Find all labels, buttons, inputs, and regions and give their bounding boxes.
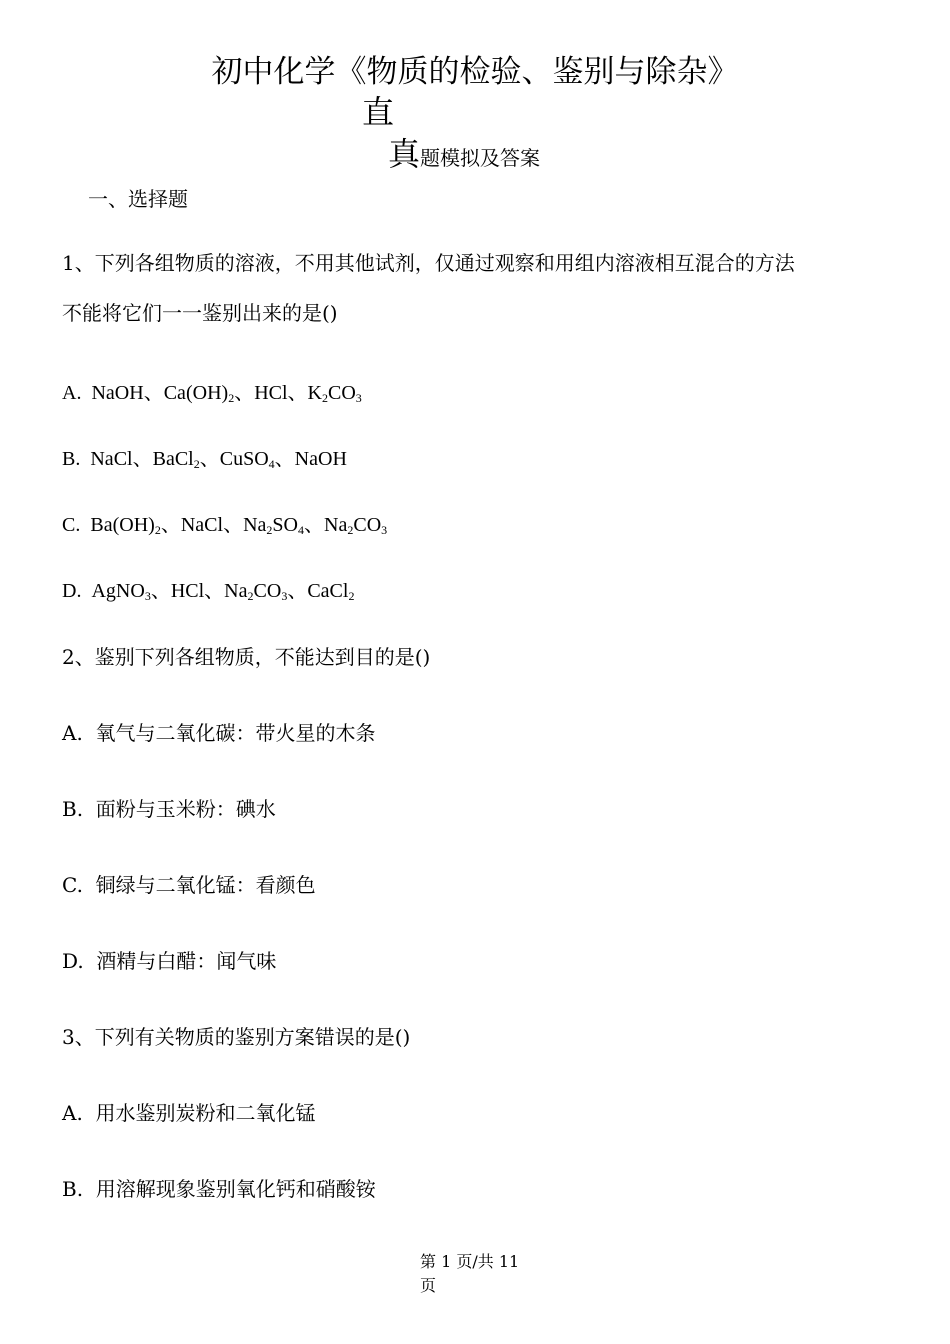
question-1-option-c	[62, 510, 387, 540]
subtitle-text: 题模拟及答案	[420, 146, 541, 170]
subtitle-large-char: 真	[388, 135, 421, 173]
page-number-line2: 页	[420, 1276, 437, 1295]
option-text: 酒精与白醋：闻气味	[96, 949, 277, 973]
option-label: D.	[62, 580, 82, 602]
section-heading: 一、选择题	[88, 187, 188, 211]
option-label: D.	[62, 949, 84, 973]
option-text: 氧气与二氧化碳：带火星的木条	[95, 721, 376, 745]
option-label: A.	[62, 382, 82, 404]
page-number	[420, 1250, 530, 1298]
question-1-option-d	[62, 576, 354, 606]
option-label: B.	[62, 448, 81, 470]
question-1-text-cont: 不能将它们一一鉴别出来的是()	[62, 301, 338, 325]
question-3-option-a	[62, 1098, 316, 1128]
option-label: B.	[62, 797, 84, 821]
option-label: C.	[62, 873, 83, 897]
option-label: B.	[62, 1177, 84, 1201]
question-1-text: 1、下列各组物质的溶液，不用其他试剂，仅通过观察和用组内溶液相互混合的方法	[62, 251, 795, 275]
option-label: A.	[62, 1101, 83, 1125]
question-3-text: 3、下列有关物质的鉴别方案错误的是()	[62, 1025, 411, 1049]
question-2-option-c	[62, 870, 316, 900]
option-text: 面粉与玉米粉：碘水	[95, 797, 276, 821]
option-label: A.	[62, 721, 83, 745]
option-formula: NaCl、BaCl$_2$、CuSO$_4$、NaOH	[90, 448, 347, 471]
page-number-line1: 第 1 页/共 11	[420, 1252, 520, 1271]
question-2-option-a	[62, 718, 376, 748]
option-formula: $Ba(OH)_2$、NaCl、$Na_2SO_4$、$Na_2CO_3$	[90, 514, 388, 537]
question-3-option-b	[62, 1174, 376, 1204]
page-title: 初中化学《物质的检验、鉴别与除杂》	[211, 54, 739, 90]
question-2-option-d	[62, 946, 276, 976]
question-2-text: 2、鉴别下列各组物质，不能达到目的是()	[62, 645, 431, 669]
option-text: 用水鉴别炭粉和二氧化锰	[95, 1101, 316, 1125]
page-title-continued: 直	[362, 93, 395, 131]
page-subtitle	[388, 134, 540, 180]
option-text: 用溶解现象鉴别氧化钙和硝酸铵	[95, 1177, 376, 1201]
question-1-option-b	[62, 444, 347, 474]
question-2-option-b	[62, 794, 276, 824]
option-label: C.	[62, 514, 81, 536]
option-formula: AgNO$_3$、HCl、$Na_2CO_3$、CaCl$_2$	[91, 580, 355, 603]
question-1-option-a	[62, 378, 362, 408]
option-text: 铜绿与二氧化锰：看颜色	[95, 873, 316, 897]
option-formula: NaOH、$Ca(OH)_2$、HCl、$K_2CO_3$	[91, 382, 362, 405]
